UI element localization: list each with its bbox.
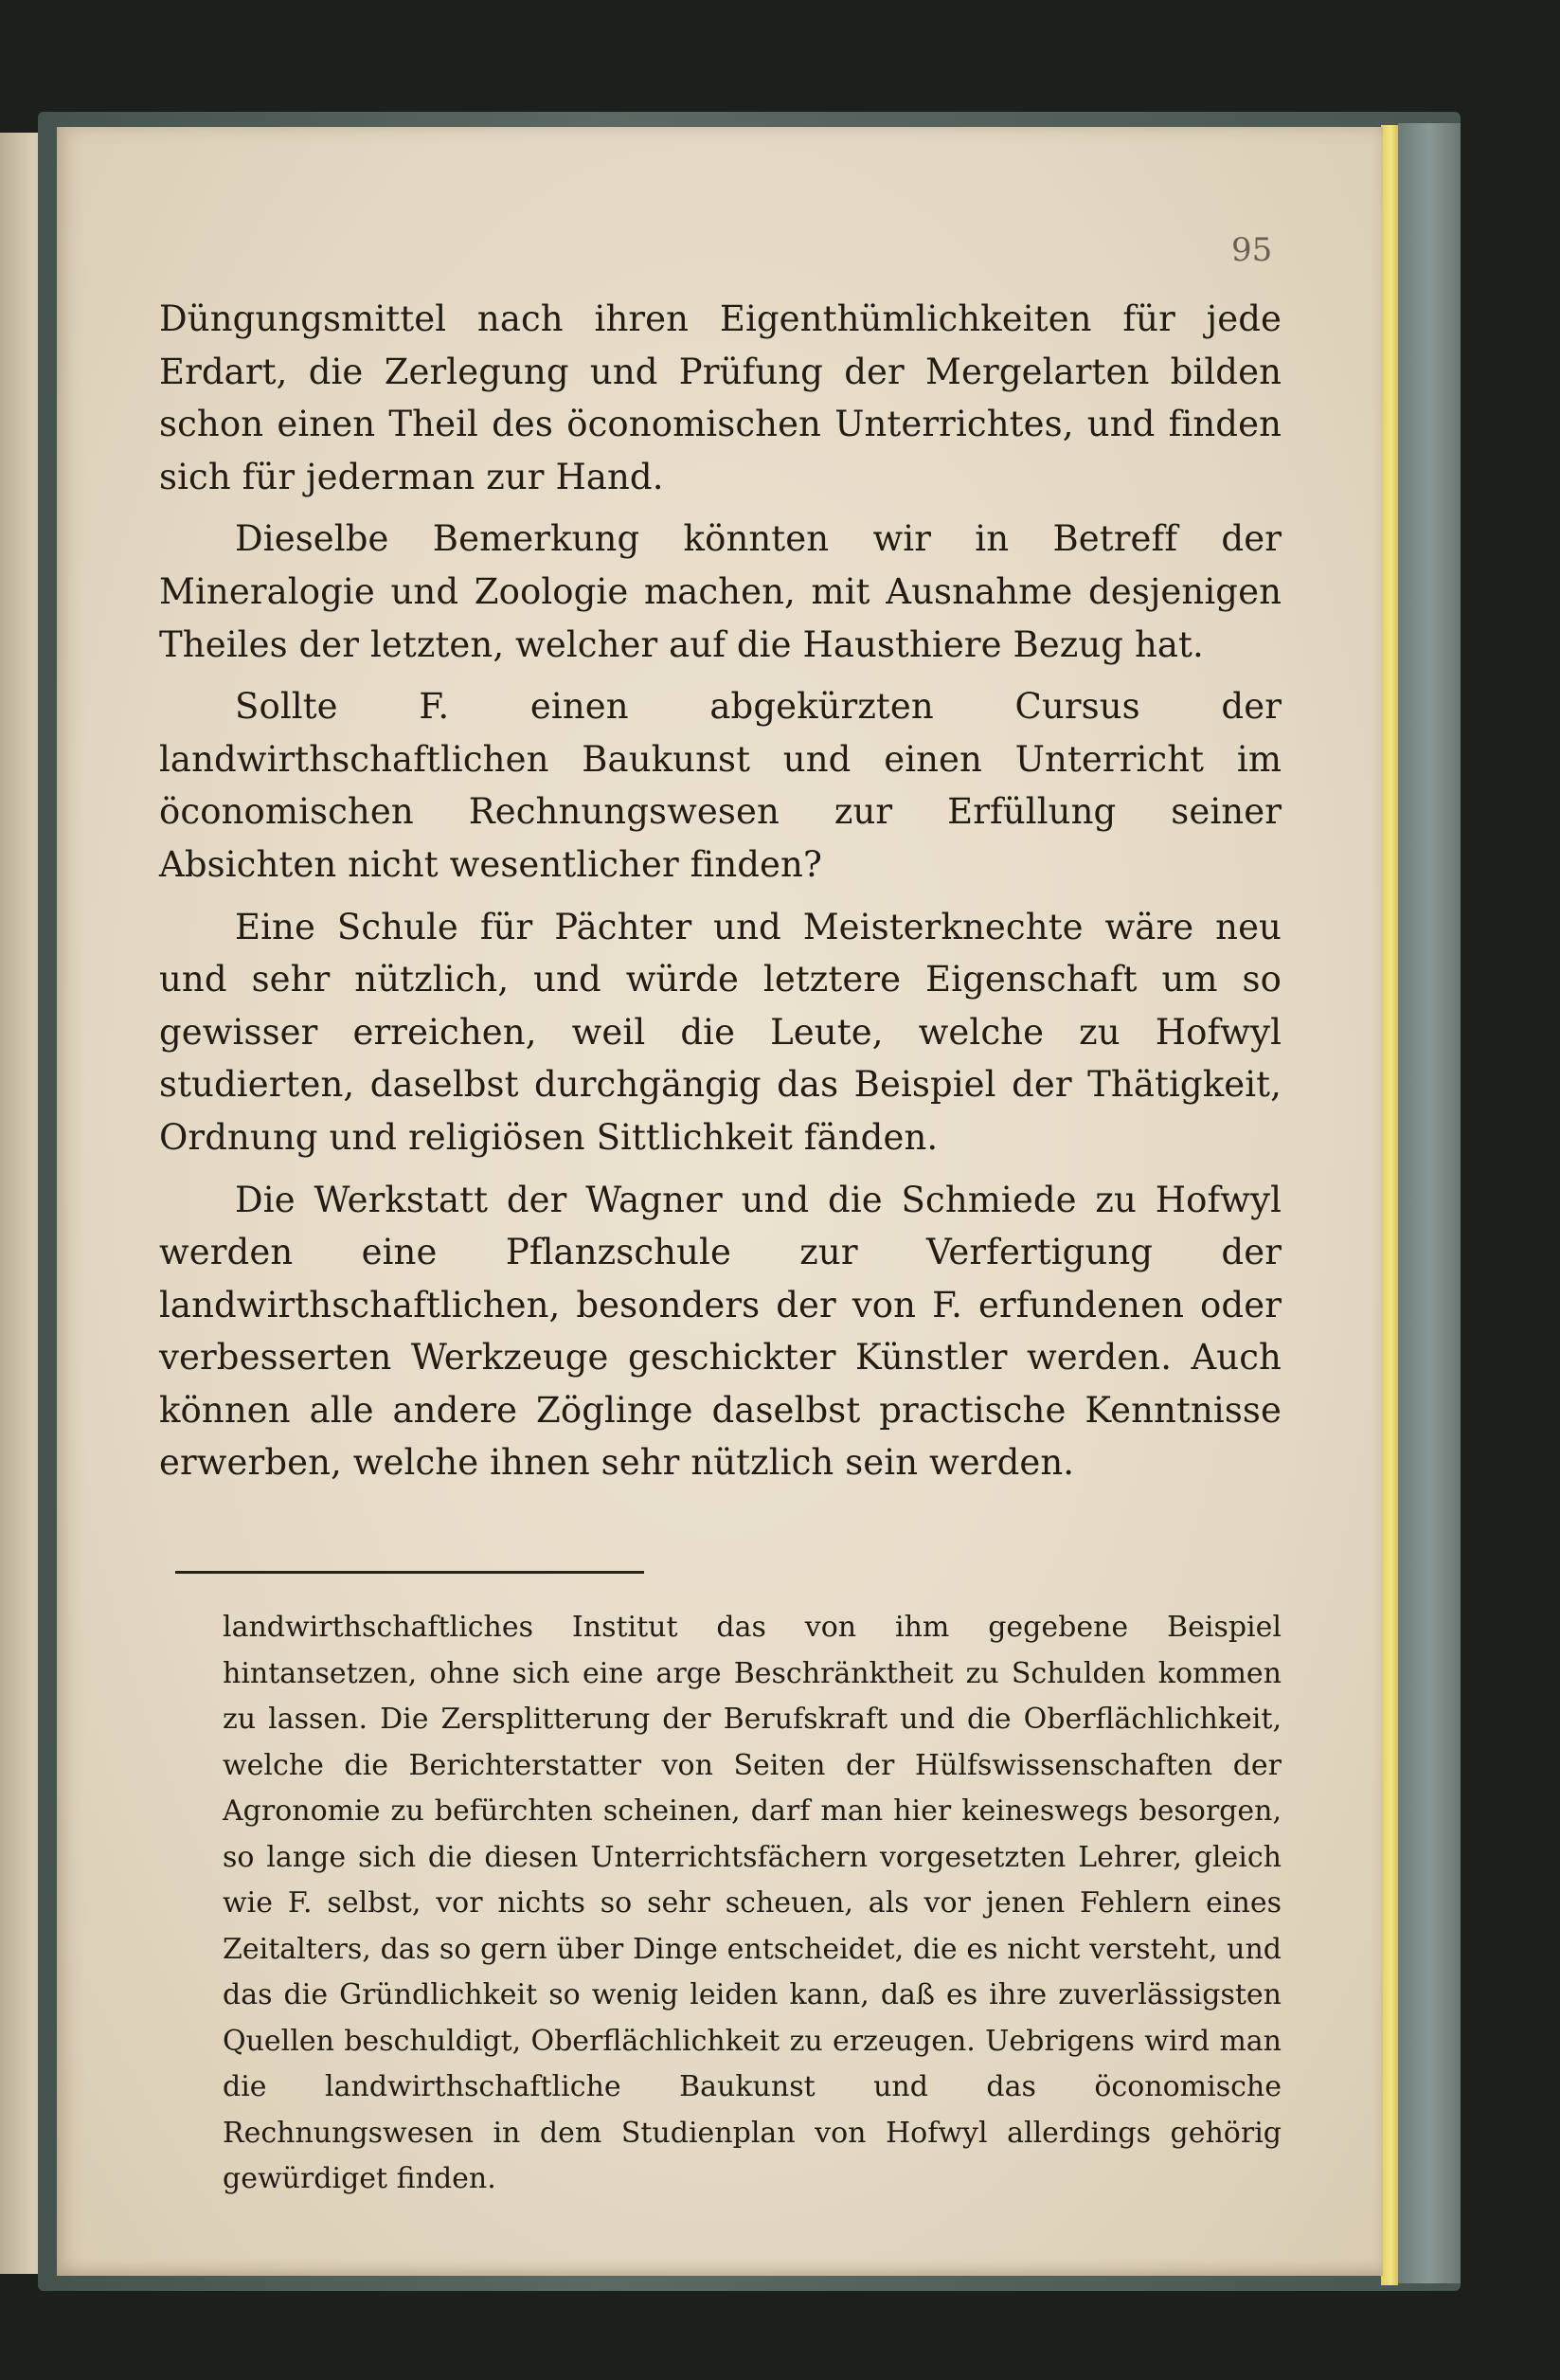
cover-board-edge [1398,123,1461,2283]
paragraph-5: Die Werkstatt der Wagner und die Schmiede zu Hofwyl werden eine Pflanzschule zur Verfertigung der landwirthschaftlichen, besonders der von F. erfundenen oder verbesserten Werkzeuge geschickter Künstler werden. Auch können alle andere Zöglinge daselbst practische Kenntnisse erwerben, welche ihnen sehr nützlich sein werden. [159,1179,1282,1484]
paragraph-1: Düngungsmittel nach ihren Eigenthümlichkeiten für jede Erdart, die Zerlegung und Prüfung der Mergelarten bilden schon einen Theil des öconomischen Unterrichtes, und finden sich für jederman zur Hand. [159,298,1282,497]
book-page [57,127,1383,2276]
paragraph-4: Eine Schule für Pächter und Meisterknechte wäre neu und sehr nützlich, und würde letztere Eigenschaft um so gewisser erreichen, weil die Leute, welche zu Hofwyl studierten, daselbst durchgängig das Beispiel der Thätigkeit, Ordnung und religiösen Sittlichkeit fänden. [159,906,1282,1158]
footnote-text: landwirthschaftliches Institut das von ihm gegebene Beispiel hintansetzen, ohne sich eine arge Beschränktheit zu Schulden kommen zu lassen. Die Zersplitterung der Berufskraft und die Oberflächlichkeit, welche die Berichterstatter von Seiten der Hülfswissenschaften der Agronomie zu befürchten scheinen, darf man hier keineswegs besorgen, so lange sich die diesen Unterrichtsfächern vorgesetzten Lehrer, gleich wie F. selbst, vor nichts so sehr scheuen, als vor jenen Fehlern eines Zeitalters, das so gern über Dinge entscheidet, die es nicht versteht, und das die Gründlichkeit so wenig leiden kann, daß es ihre zuverlässigsten Quellen beschuldigt, Oberflächlichkeit zu erzeugen. Uebrigens wird man die landwirthschaftliche Baukunst und das öconomische Rechnungswesen in dem Studienplan von Hofwyl allerdings gehörig gewürdiget finden. [223,1611,1282,2195]
paragraph-2: Dieselbe Bemerkung könnten wir in Betreff der Mineralogie und Zoologie machen, mit Ausnahme desjenigen Theiles der letzten, welcher auf die Hausthiere Bezug hat. [159,518,1282,665]
page-edge-yellow [1381,125,1398,2285]
paragraph-3: Sollte F. einen abgekürzten Cursus der landwirthschaftlichen Baukunst und einen Unterricht im öconomischen Rechnungswesen zur Erfüllung seiner Absichten nicht wesentlicher finden? [159,686,1282,885]
main-text [159,293,1282,1499]
footnote-divider [175,1571,644,1574]
footnote [223,1605,1282,2203]
page-number: 95 [1231,231,1273,269]
